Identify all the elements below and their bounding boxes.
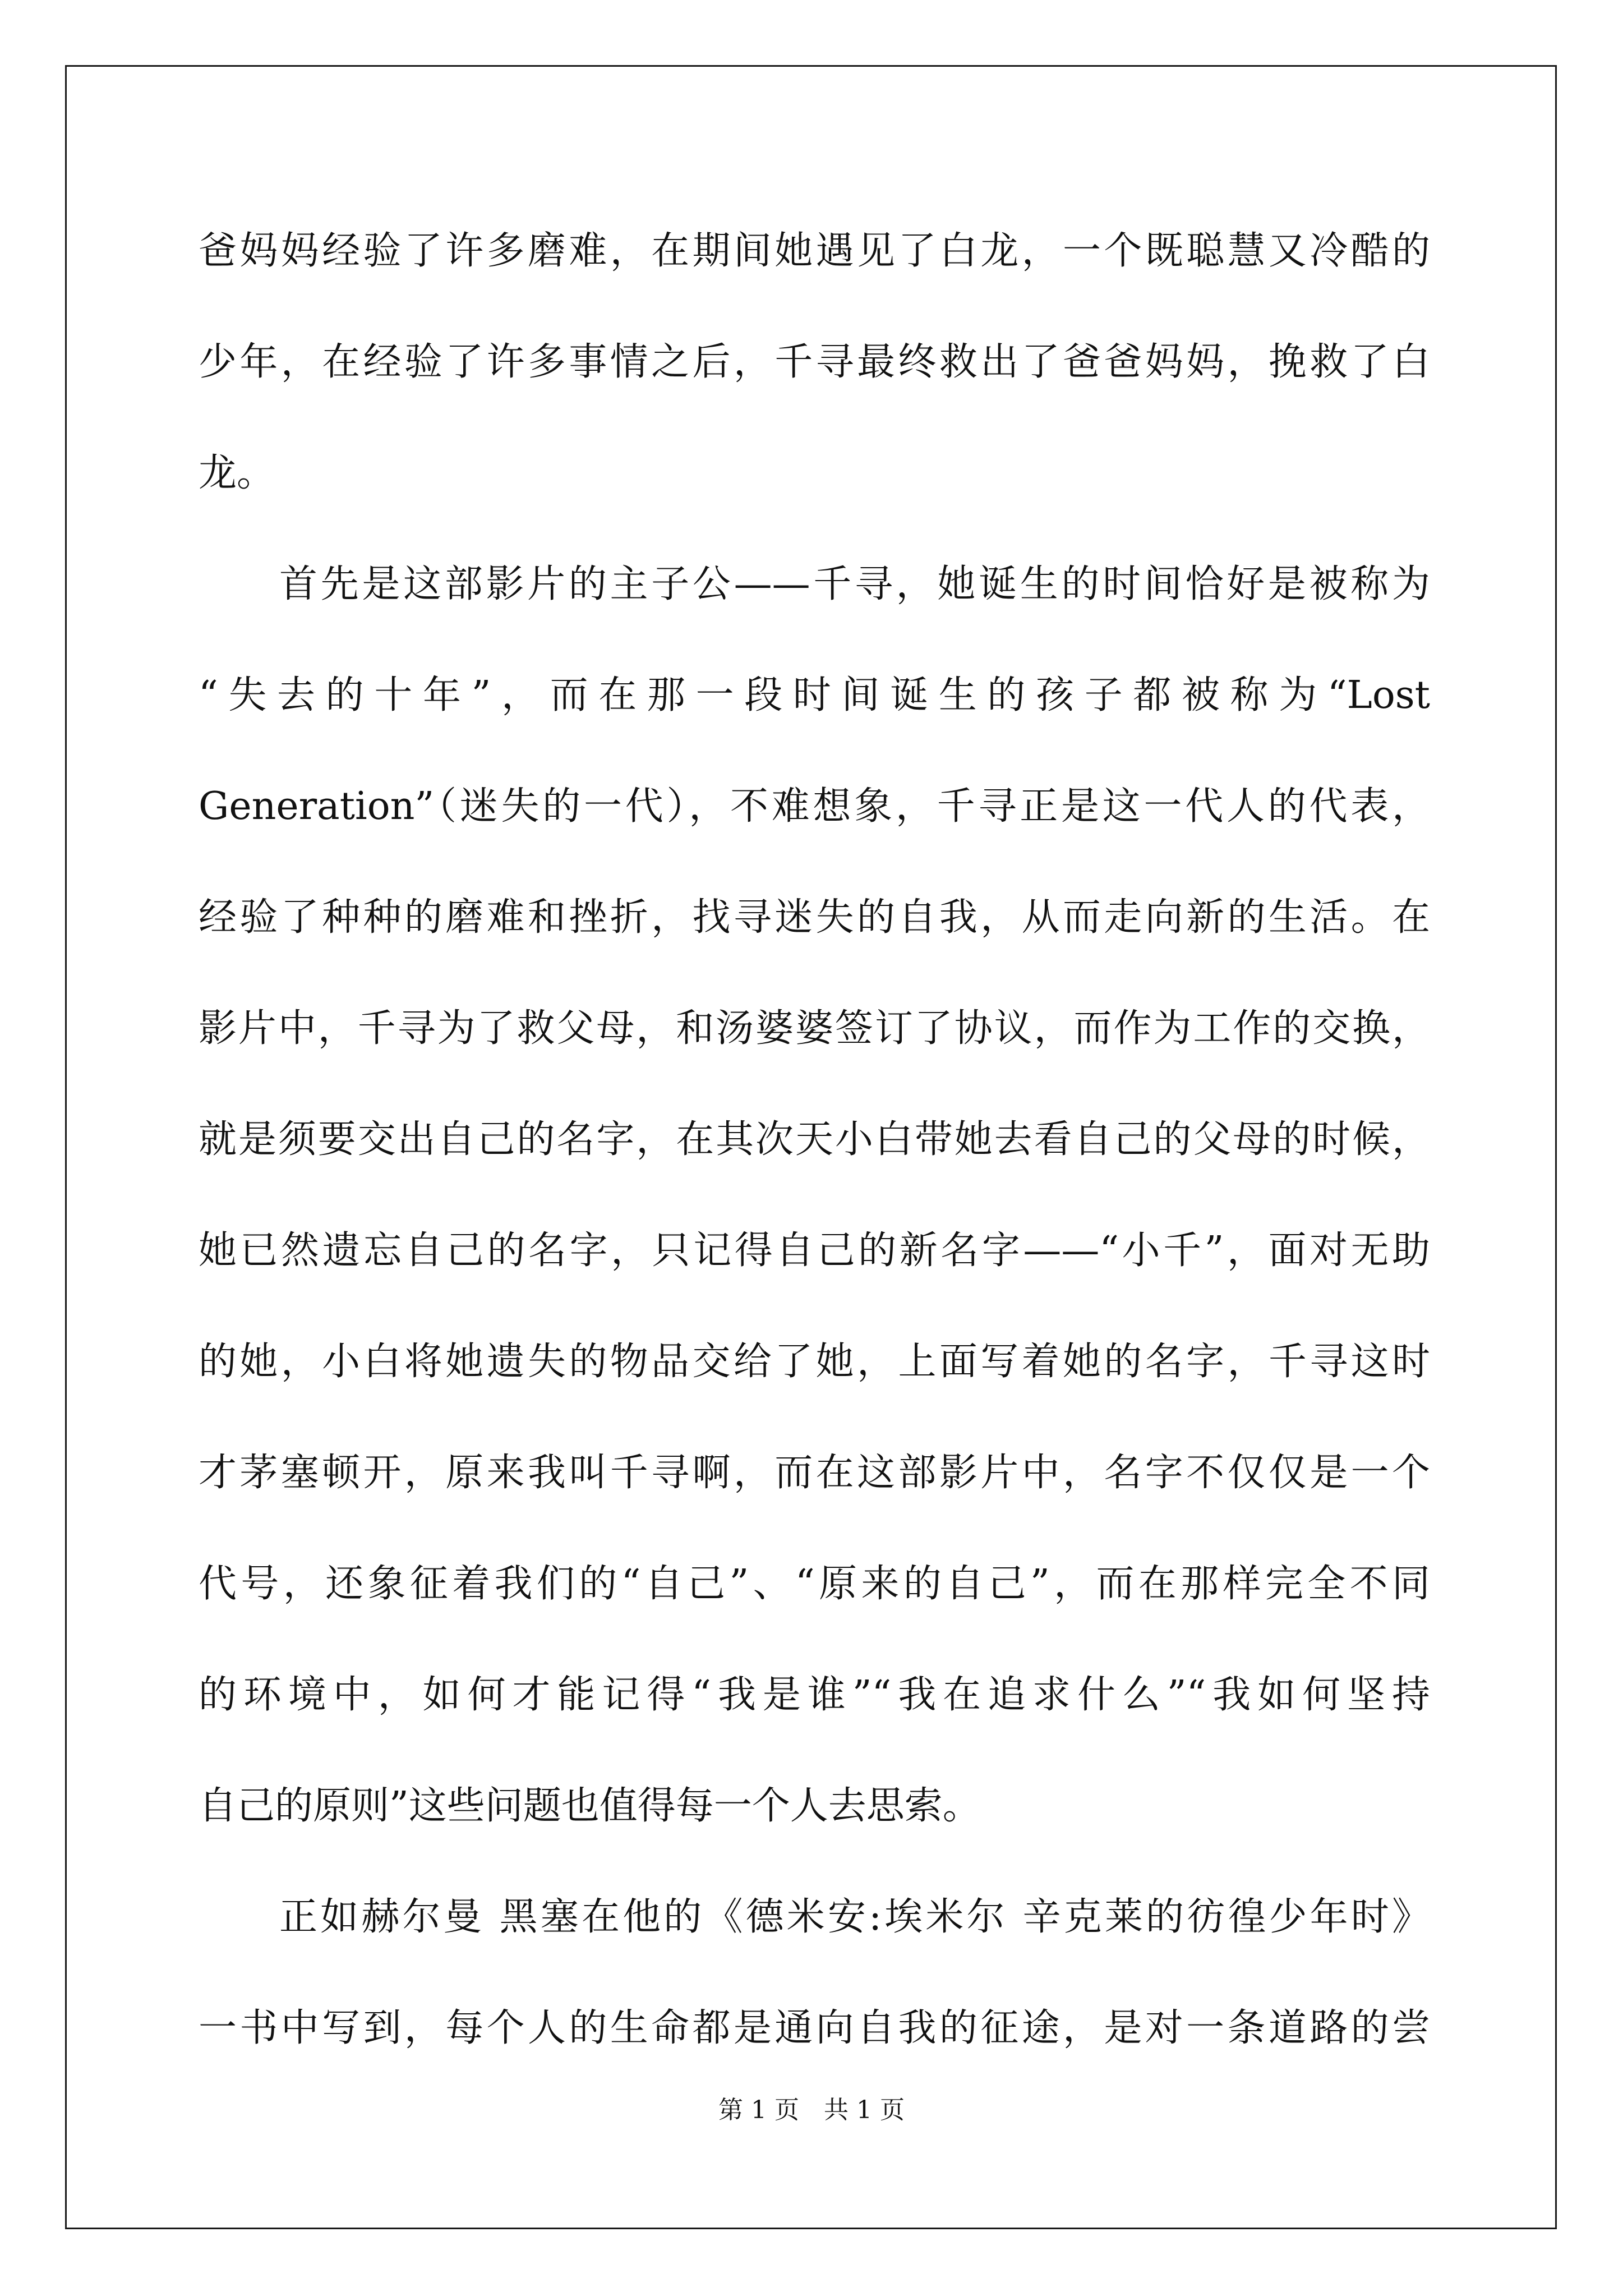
text-line: 首先是这部影片的主子公——千寻，她诞生的时间恰好是被称为 xyxy=(279,562,1430,606)
text-line: 龙。 xyxy=(199,451,275,495)
page-number-footer: 第 1 页 共 1 页 xyxy=(718,2096,905,2124)
text-line: 少年，在经验了许多事情之后，千寻最终救出了爸爸妈妈，挽救了白 xyxy=(199,340,1430,384)
text-line: 爸妈妈经验了许多磨难，在期间她遇见了白龙，一个既聪慧又冷酷的 xyxy=(199,229,1430,273)
text-line: Generation”（迷失的一代），不难想象，千寻正是这一代人的代表， xyxy=(199,784,1430,829)
paragraph xyxy=(199,546,1430,1879)
text-line: 影片中，千寻为了救父母，和汤婆婆签订了协议，而作为工作的交换， xyxy=(199,1006,1430,1051)
text-line: 就是须要交出自己的名字，在其次天小白带她去看自己的父母的时候， xyxy=(199,1117,1430,1162)
document-body xyxy=(199,213,1430,2101)
paragraph xyxy=(199,213,1430,546)
text-line: 自己的原则”这些问题也值得每一个人去思索。 xyxy=(199,1784,981,1828)
text-line: 她已然遗忘自己的名字，只记得自己的新名字——“小千”，面对无助 xyxy=(199,1228,1430,1273)
text-line: 正如赫尔曼 黑塞在他的《德米安:埃米尔 辛克莱的彷徨少年时》 xyxy=(279,1895,1430,1939)
text-line: 的环境中，如何才能记得“我是谁”“我在追求什么”“我如何坚持 xyxy=(199,1673,1430,1717)
paragraph xyxy=(199,1879,1430,2101)
text-line: 代号，还象征着我们的“自己”、“原来的自己”，而在那样完全不同 xyxy=(199,1562,1430,1606)
text-line: 才茅塞顿开，原来我叫千寻啊，而在这部影片中，名字不仅仅是一个 xyxy=(199,1451,1430,1495)
text-line: “失去的十年”，而在那一段时间诞生的孩子都被称为“Lost xyxy=(199,673,1430,717)
text-line: 的她，小白将她遗失的物品交给了她，上面写着她的名字，千寻这时 xyxy=(199,1340,1430,1384)
text-line: 一书中写到，每个人的生命都是通向自我的征途，是对一条道路的尝 xyxy=(199,2006,1430,2050)
text-line: 经验了种种的磨难和挫折，找寻迷失的自我，从而走向新的生活。在 xyxy=(199,895,1430,940)
